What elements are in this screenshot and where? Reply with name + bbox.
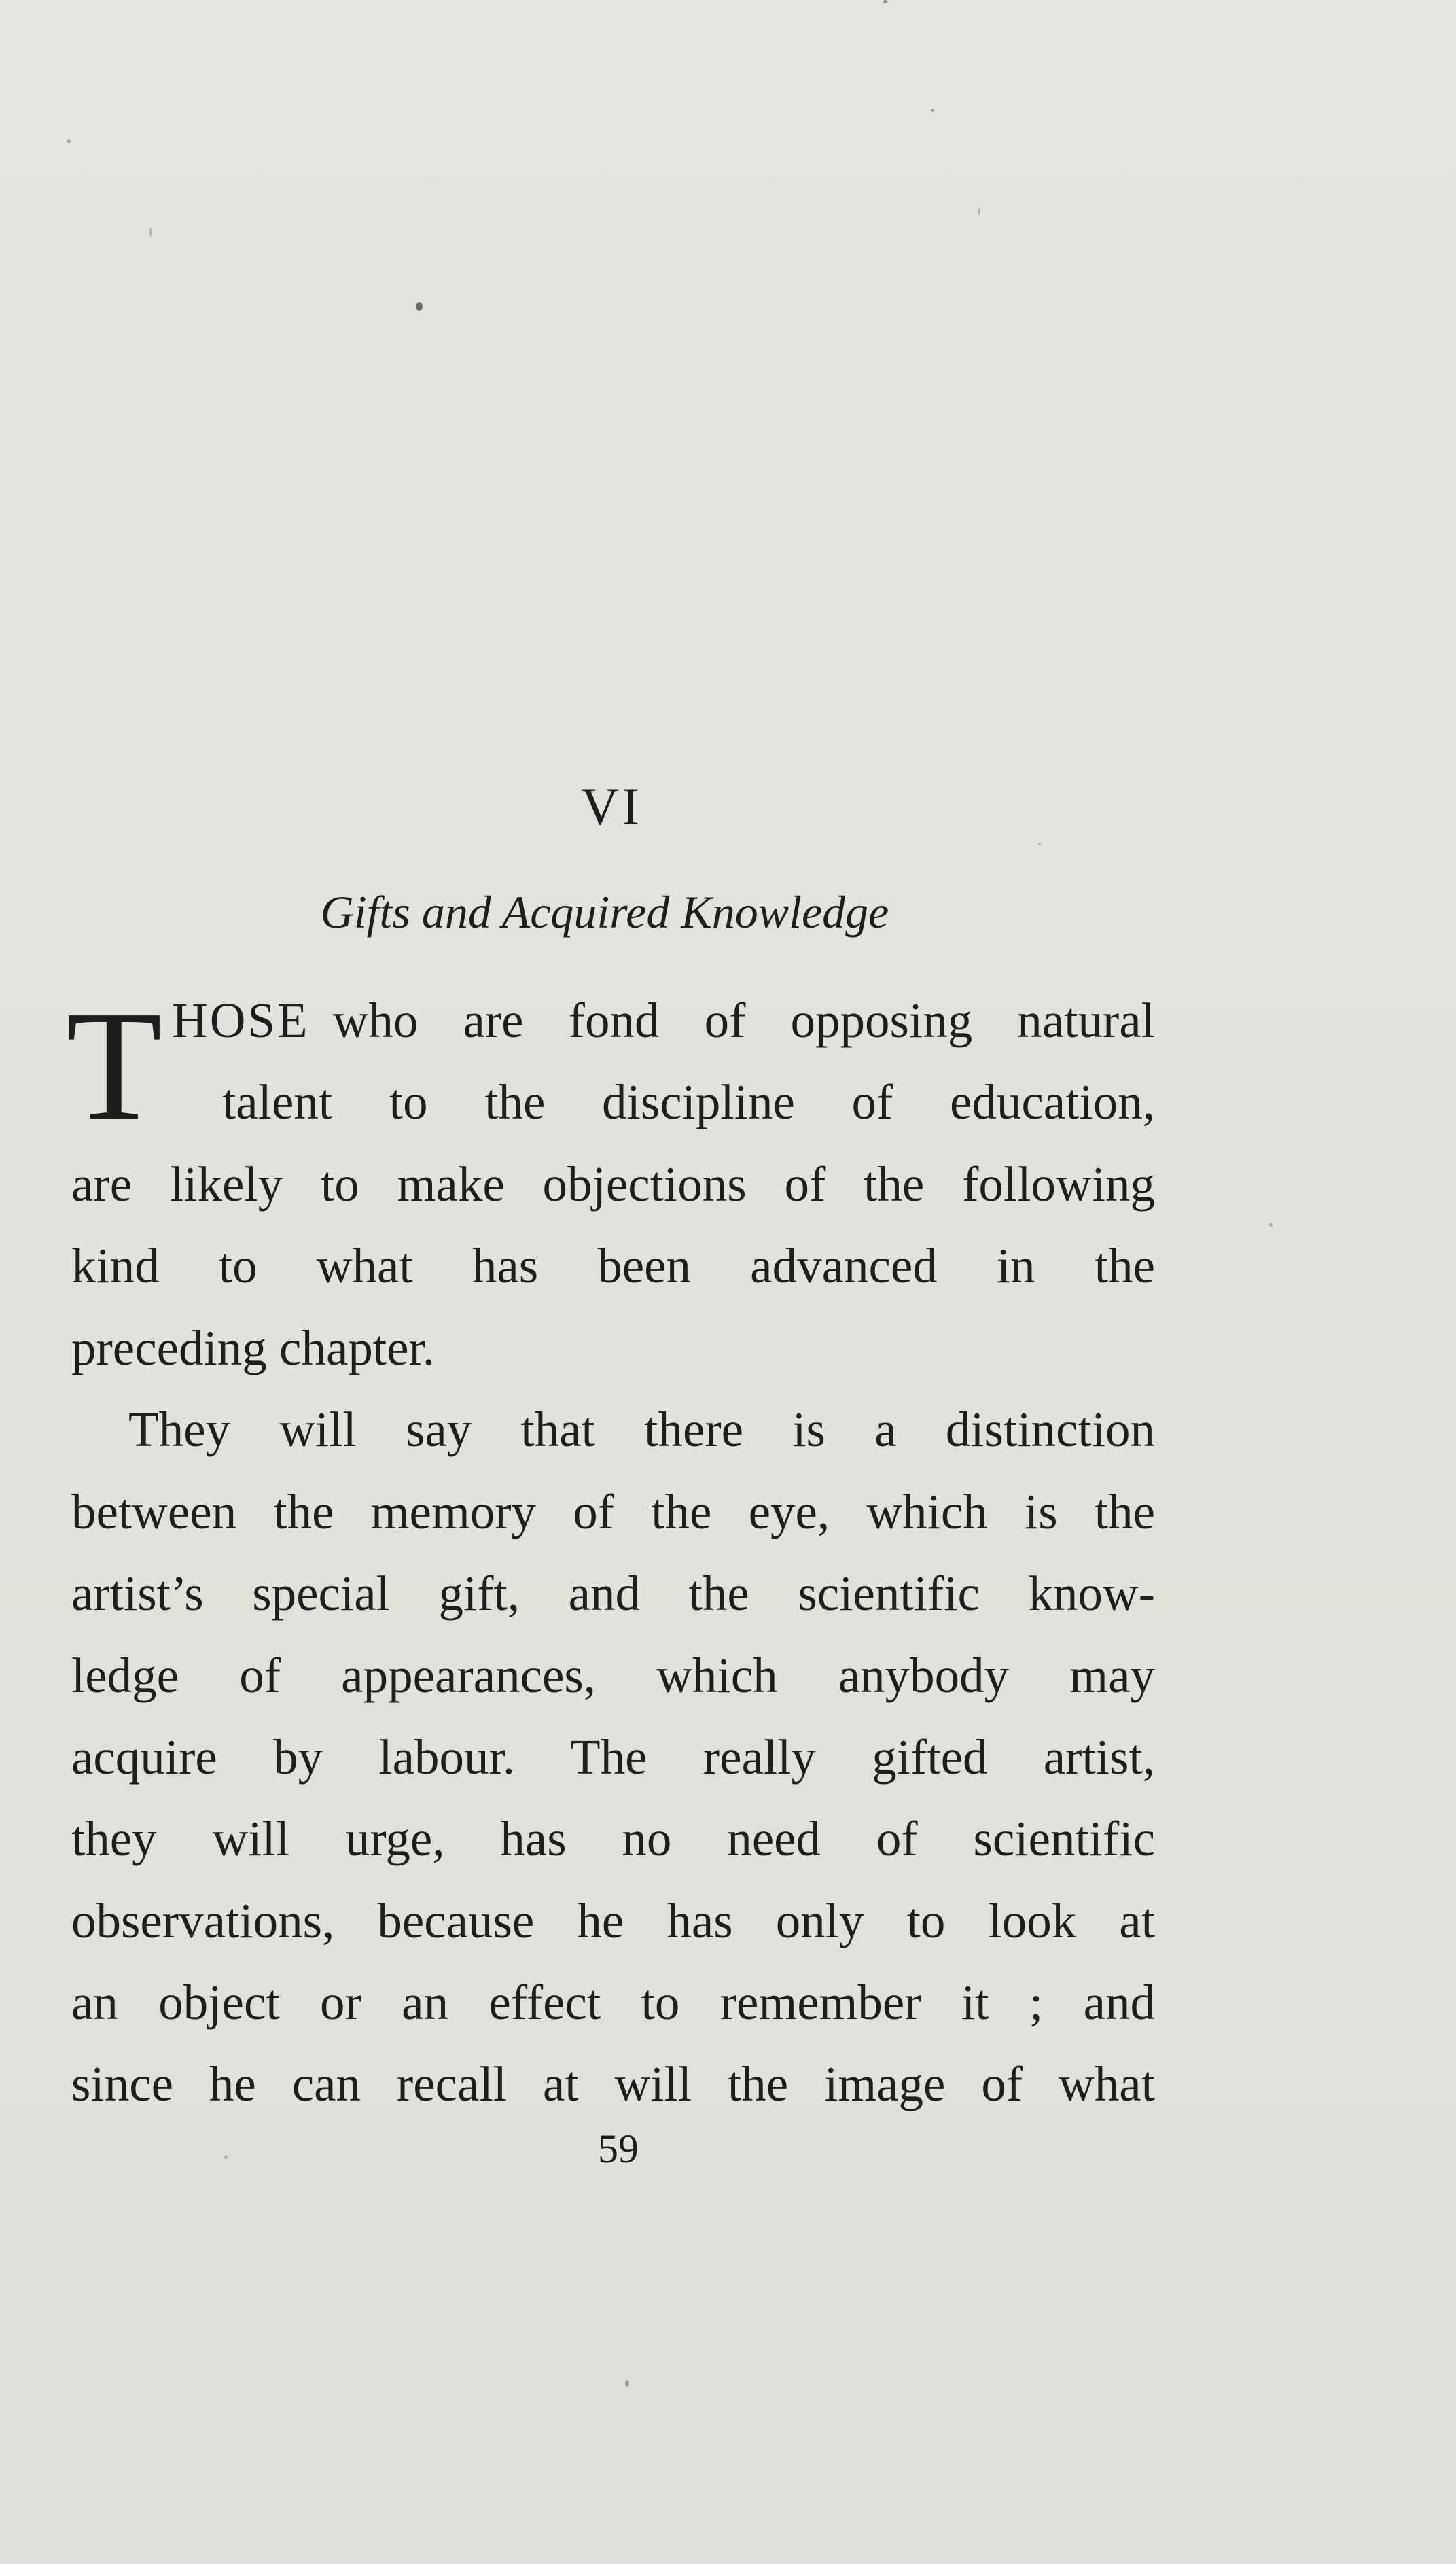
paper-speck <box>1038 843 1041 845</box>
paper-speck <box>67 139 71 143</box>
text-line-segment: who are fond of opposing natural <box>332 993 1155 1048</box>
paper-speck <box>149 228 152 237</box>
chapter-title: Gifts and Acquired Knowledge <box>320 886 889 938</box>
text-line: an object or an effect to remember it ; and <box>71 1975 1155 2030</box>
text-line: preceding chapter. <box>71 1320 436 1375</box>
text-line: observations, because he has only to look at <box>71 1893 1155 1948</box>
paper-speck <box>1269 1223 1273 1227</box>
paper-speck <box>625 2380 629 2387</box>
text-line <box>172 994 1155 1048</box>
chapter-number: VI <box>580 777 643 836</box>
text-line: ledge of appearances, which anybody may <box>71 1648 1155 1703</box>
paper-speck <box>931 109 934 112</box>
text-line: are likely to make objections of the following <box>71 1157 1155 1212</box>
opening-word: HOSE <box>172 993 310 1048</box>
page-number: 59 <box>598 2126 639 2171</box>
paper-speck <box>883 0 887 3</box>
text-line: artist’s special gift, and the scientific know- <box>71 1566 1155 1621</box>
text-line: between the memory of the eye, which is the <box>71 1484 1155 1539</box>
drop-cap-letter: T <box>66 979 162 1153</box>
text-line: talent to the discipline of education, <box>222 1074 1155 1129</box>
text-line: they will urge, has no need of scientific <box>71 1811 1155 1866</box>
paper-speck <box>978 207 980 215</box>
text-line: since he can recall at will the image of what <box>71 2056 1155 2111</box>
text-line: They will say that there is a distinction <box>128 1402 1155 1457</box>
text-line: kind to what has been advanced in the <box>71 1238 1155 1293</box>
text-line: acquire by labour. The really gifted artist, <box>71 1729 1155 1785</box>
paper-speck <box>416 302 423 311</box>
